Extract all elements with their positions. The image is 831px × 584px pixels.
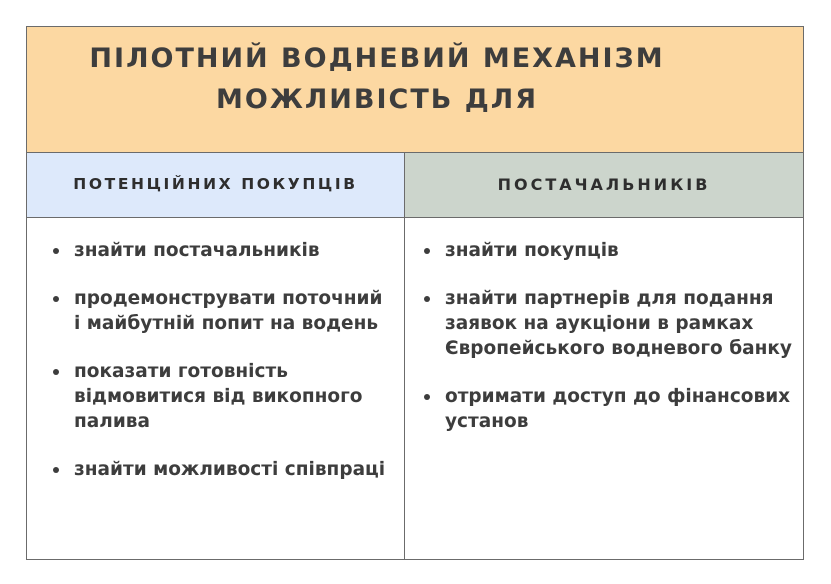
list-item [53, 457, 393, 482]
list-item [53, 238, 393, 263]
bullet-icon [424, 394, 430, 400]
suppliers-header-cell [405, 153, 803, 218]
list-item-text: отримати доступ до фінансових установ [445, 386, 791, 432]
list-item [53, 286, 393, 336]
buyers-header: ПОТЕНЦІЙНИХ ПОКУПЦІВ [73, 175, 358, 193]
list-item [424, 238, 799, 263]
bullet-icon [53, 248, 59, 254]
column-divider [404, 218, 405, 559]
title-band [27, 27, 803, 153]
title-line-1: ПІЛОТНИЙ ВОДНЕВИЙ МЕХАНІЗМ [89, 43, 665, 74]
buyers-list [53, 238, 393, 505]
buyers-header-cell [27, 153, 405, 218]
list-item-text: знайти партнерів для подання заявок на аукціони в рамках Європейського водневого банку [445, 288, 792, 359]
bullet-icon [53, 467, 59, 473]
list-item-text: знайти покупців [445, 240, 619, 261]
bullet-icon [424, 296, 430, 302]
bullet-icon [53, 369, 59, 375]
bullet-icon [424, 248, 430, 254]
list-item [424, 384, 799, 434]
list-item-text: продемонструвати поточний і майбутній попит на водень [74, 288, 383, 334]
list-item-text: знайти можливості співпраці [74, 459, 386, 480]
info-table [26, 26, 804, 560]
list-item [424, 286, 799, 361]
title-line-2: МОЖЛИВІСТЬ ДЛЯ [216, 84, 538, 115]
suppliers-list [424, 238, 799, 457]
list-item-text: знайти постачальників [74, 240, 320, 261]
list-item [53, 359, 393, 434]
suppliers-header: ПОСТАЧАЛЬНИКІВ [497, 175, 711, 194]
list-item-text: показати готовність відмовитися від викопного палива [74, 361, 363, 432]
bullet-icon [53, 296, 59, 302]
